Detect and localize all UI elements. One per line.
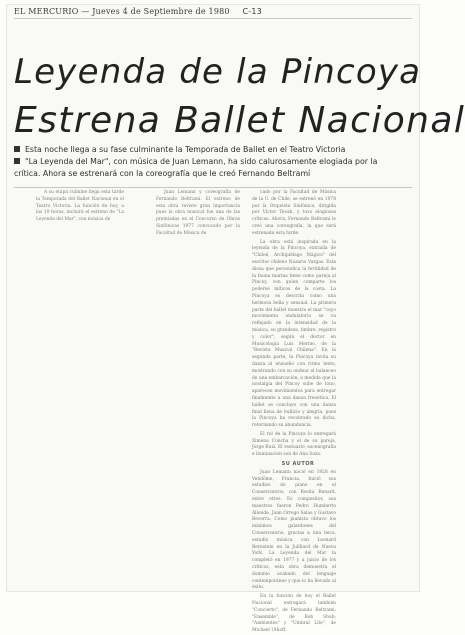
divider (14, 187, 412, 188)
headline-line-2: Estrena Ballet Nacional (14, 100, 465, 141)
paragraph: A su etapa culmine llega esta tarde la Temporada del Ballet Nacional en el Teatro Victoria. La función de hoy, a las 19 horas, incluirá el estreno de "La Leyenda del Mar", con música de (36, 190, 124, 223)
paragraph: La obra está inspirada en la leyenda de la Pincoya, extraída de "Chiloé, Archipiélago Mágico" del escritor chileno Nazario Vargas. Esta diosa que personifica la fertilidad de la fauna marina tiene como pareja al Pincoy, con quien comparte los poderes míticos de la costa. La Pincoya es descrita como una hermosa bella y sensual. La primera parte del ballet muestra el mar "cuyo movimiento ondulatorio se va reflejado en la intensidad de la música, su grandeza, timbre, registro y color", según el doctor en Musicología Luis Merino, de la "Revista Musical Chilena". En la segunda parte, la Pincoya invita su danza al ensueño con ritmo lento, mostrando con su ondear el balanceo de una embarcación; a medida que la nostalgia del Pincoy sube de tono, aparecen movimientos para entregar finalmente a una danza frenética. El ballet se concluye con una danza final llena de bullicio y alegría, pues la Pincoya ha recobrado su dicha, retornando su abundancia. (252, 239, 336, 429)
dateline (14, 7, 412, 19)
column-2 (156, 190, 240, 236)
subhead-line-3: crítica. Ahora se estrenará con la coreografía que le creó Fernando Beltramí (14, 169, 311, 178)
square-bullet-icon (14, 146, 20, 152)
newspaper-name: EL MERCURIO (14, 7, 79, 16)
column-1 (36, 190, 124, 222)
publication-date: — Jueves 4 de Septiembre de 1980 (81, 7, 230, 16)
newspaper-clipping (6, 4, 465, 634)
square-bullet-icon (14, 158, 20, 164)
headline-line-1: Leyenda de la Pincoya (14, 52, 422, 92)
paragraph: Juan Lemann y coreografía de Fernando Beltramí. El estreno de esta obra reviste gran importancia pues la obra musical fue una de las premiadas en el Concurso de Obras Sinfónicas 1977 convocado por la Facultad de Música de (156, 190, 240, 236)
column-3 (252, 190, 336, 634)
paragraph: En la función de hoy el Ballet Nacional entregará también "Concierto", de Fernando Beltramí; "Ensemble", de Bob Shuh; "Ambientes" y "Umbral Life", de Michael Uthoff. (252, 594, 336, 634)
paragraph: Juan Lemann nació en 1928 en Vendôme, Francia. Inició sus estudios de piano en el Conservatorio, con Rosita Renard, entre otros. Es compositor, sus maestros fueron Pedro Humberto Allende, Juan Orrego Salas y Gustavo Becerra. Como pianista obtuvo los máximos galardones del Conservatorio, gracias a una beca, estudió música con Leonard Bernstein en la Juilliard de Nueva York. La Leyenda del Mar la completó en 1977 y a juicio de los críticos, esta obra demuestra el dominio acabado del lenguaje contemporáneo y que lo ha llevado al éxito. (252, 469, 336, 591)
subhead-line-1: Esta noche llega a su fase culminante la Temporada de Ballet en el Teatro Victoria (14, 144, 412, 156)
page-number: C-13 (242, 7, 262, 16)
section-heading: SU AUTOR (281, 461, 315, 468)
subhead-line-2: "La Leyenda del Mar", con música de Juan Lemann, ha sido calurosamente elogiada por la (14, 156, 412, 168)
subheadline (14, 144, 412, 180)
paragraph: cado por la Facultad de Música de la U. de Chile, se estrenó en 1978 por la Orquesta Sinfónica, dirigida por Víctor Tevah, y tuvo elogiosas críticas. Ahora, Fernando Beltramí le creó una coreografía, la que será estrenada esta tarde. (252, 190, 336, 236)
paragraph: El rol de la Pincoya lo entregará Ximena Concha y el de su pareja, Jorge Ruiz. El vestuario, escenografía e iluminación son de Ana Soza. (252, 431, 336, 458)
